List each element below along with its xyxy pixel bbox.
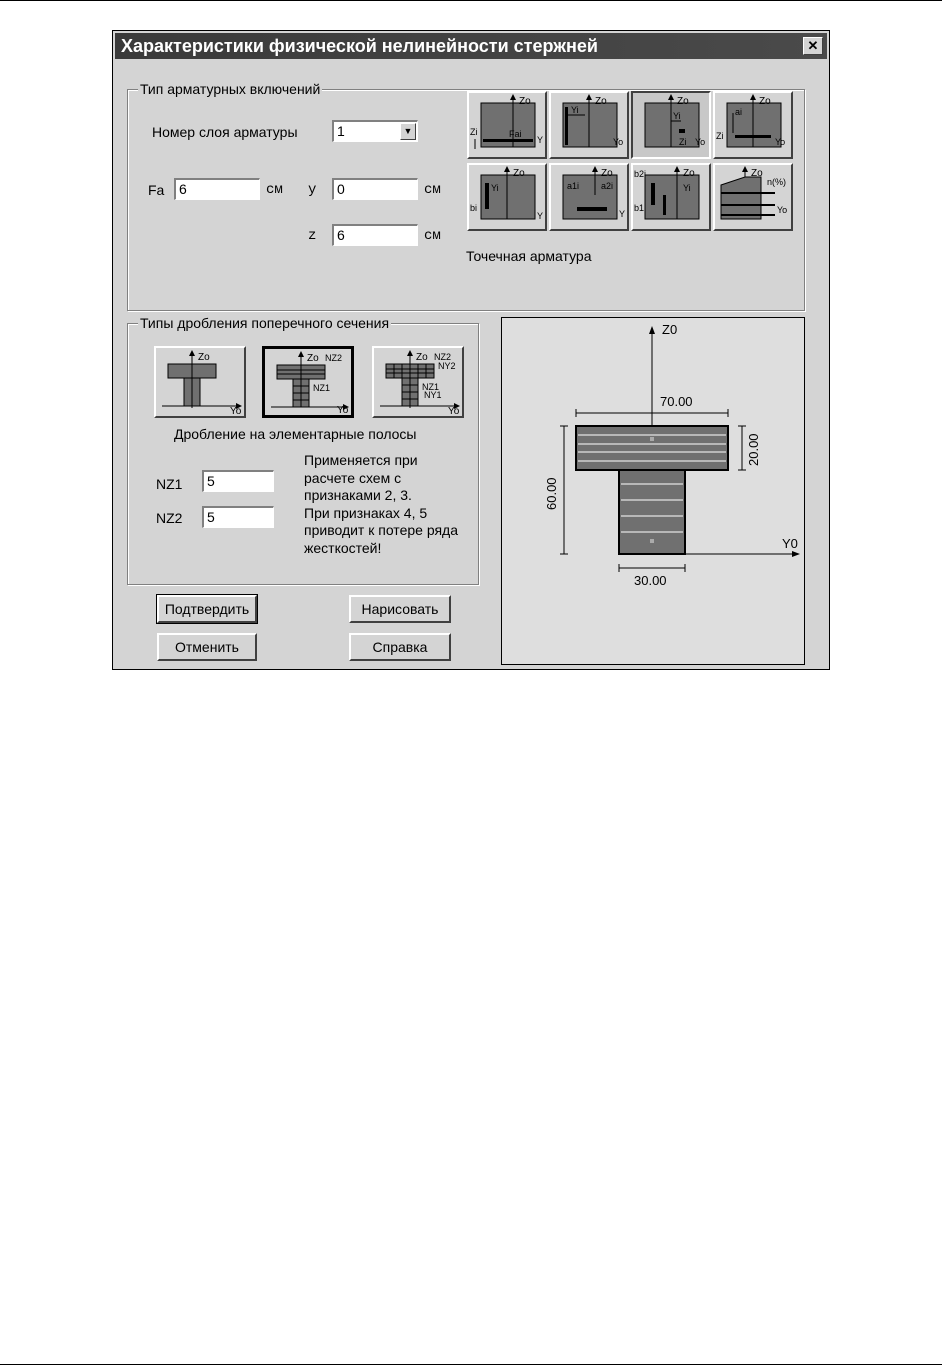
close-icon[interactable]: ✕ bbox=[803, 37, 823, 55]
nonlinearity-dialog bbox=[112, 30, 830, 670]
draw-button[interactable]: Нарисовать bbox=[349, 595, 451, 623]
layer-number-combobox[interactable] bbox=[332, 120, 418, 142]
dialog-title: Характеристики физической нелинейности стержней bbox=[121, 36, 598, 56]
two-side-reinforcement-icon bbox=[633, 165, 709, 229]
z-unit: см bbox=[424, 228, 441, 244]
svg-text:Y: Y bbox=[537, 135, 544, 145]
svg-text:Y: Y bbox=[537, 211, 544, 221]
reinforcement-point bbox=[650, 437, 654, 441]
note-line: При признаках 4, 5 bbox=[304, 504, 428, 521]
z-label: z bbox=[308, 228, 317, 244]
z-input[interactable] bbox=[332, 224, 418, 246]
svg-text:NZ1: NZ1 bbox=[313, 383, 331, 393]
flange-rect bbox=[576, 426, 728, 470]
svg-text:Yo: Yo bbox=[777, 205, 788, 215]
svg-text:NY2: NY2 bbox=[438, 361, 456, 371]
page-top-rule bbox=[0, 0, 942, 1]
svg-text:Yo: Yo bbox=[230, 406, 242, 416]
y-value: 0 bbox=[337, 181, 345, 197]
fa-label: Fa bbox=[148, 182, 165, 198]
fa-input[interactable] bbox=[174, 178, 260, 200]
svg-text:Zo: Zo bbox=[416, 352, 428, 363]
reinforcement-group-legend: Тип арматурных включений bbox=[140, 81, 321, 97]
y-input[interactable] bbox=[332, 178, 418, 200]
bottom-bar-reinforcement-icon bbox=[469, 93, 545, 157]
note-line: приводит к потере ряда bbox=[304, 522, 458, 538]
svg-text:Zo: Zo bbox=[307, 353, 319, 364]
split-group-legend: Типы дробления поперечного сечения bbox=[140, 315, 390, 331]
z-axis-label: Z0 bbox=[662, 322, 678, 337]
help-button[interactable]: Справка bbox=[349, 633, 451, 661]
svg-text:Yi: Yi bbox=[571, 105, 579, 115]
point-reinforcement-icon bbox=[633, 93, 709, 157]
reinforcement-point bbox=[650, 539, 654, 543]
reinforcement-type-horizontal-bar[interactable] bbox=[713, 91, 793, 159]
note-line: признаками 2, 3. bbox=[304, 487, 412, 503]
nz2-input[interactable] bbox=[202, 506, 274, 528]
fa-value: 6 bbox=[179, 181, 187, 197]
svg-text:b2i: b2i bbox=[634, 169, 647, 179]
svg-text:Zi: Zi bbox=[716, 131, 724, 141]
svg-text:Zo: Zo bbox=[198, 352, 210, 363]
svg-text:Zo: Zo bbox=[751, 168, 763, 179]
note-line: жесткостей! bbox=[304, 539, 382, 556]
svg-text:b1i: b1i bbox=[634, 203, 647, 213]
svg-text:Yo: Yo bbox=[337, 405, 349, 415]
svg-text:NZ2: NZ2 bbox=[325, 353, 343, 363]
reinforcement-type-point[interactable] bbox=[631, 91, 711, 159]
t-section-strips-icon bbox=[265, 349, 351, 415]
total-height-dimension: 60.00 bbox=[544, 477, 559, 510]
svg-text:Yo: Yo bbox=[775, 137, 786, 147]
svg-text:NY1: NY1 bbox=[424, 390, 442, 400]
dropdown-arrow-icon[interactable]: ▼ bbox=[400, 123, 416, 140]
horizontal-bar-reinforcement-icon bbox=[715, 93, 791, 157]
section-preview bbox=[501, 317, 805, 665]
svg-text:Zo: Zo bbox=[519, 96, 531, 107]
fa-unit: см bbox=[266, 182, 283, 198]
y-axis-label: Y0 bbox=[782, 536, 798, 551]
nz2-label: NZ2 bbox=[156, 510, 183, 526]
svg-text:NZ1: NZ1 bbox=[422, 382, 440, 392]
svg-text:Yi: Yi bbox=[673, 111, 681, 121]
z-value: 6 bbox=[337, 227, 345, 243]
split-caption: Дробление на элементарные полосы bbox=[174, 426, 417, 442]
svg-text:Fai: Fai bbox=[509, 129, 522, 139]
t-section-grid-icon bbox=[374, 348, 462, 416]
flange-width-dimension: 70.00 bbox=[660, 394, 693, 409]
reinforcement-type-bottom-bar[interactable] bbox=[467, 91, 547, 159]
svg-text:Yo: Yo bbox=[695, 137, 706, 147]
t-section-drawing bbox=[502, 318, 804, 664]
svg-text:Zo: Zo bbox=[595, 96, 607, 107]
confirm-button[interactable]: Подтвердить bbox=[157, 595, 257, 623]
nz1-label: NZ1 bbox=[156, 476, 183, 492]
svg-text:Yi: Yi bbox=[491, 183, 499, 193]
note-line: Применяется при bbox=[304, 452, 418, 468]
reinforcement-type-two-side[interactable] bbox=[631, 163, 711, 231]
split-type-none[interactable] bbox=[154, 346, 246, 418]
z-axis-arrow bbox=[649, 326, 655, 334]
cancel-button[interactable]: Отменить bbox=[157, 633, 257, 661]
svg-text:Zo: Zo bbox=[513, 168, 525, 179]
svg-text:NZ2: NZ2 bbox=[434, 352, 452, 362]
reinforcement-type-side-bar[interactable] bbox=[467, 163, 547, 231]
y-label: y bbox=[308, 182, 317, 198]
nz1-value: 5 bbox=[207, 473, 215, 489]
layer-number-label: Номер слоя арматуры bbox=[152, 124, 298, 140]
svg-text:Y: Y bbox=[619, 209, 626, 219]
y-axis-arrow bbox=[792, 551, 800, 557]
svg-text:Zo: Zo bbox=[759, 96, 771, 107]
reinforcement-type-channel[interactable] bbox=[549, 163, 629, 231]
split-type-grid[interactable] bbox=[372, 346, 464, 418]
svg-text:Zo: Zo bbox=[683, 168, 695, 179]
svg-text:Yi: Yi bbox=[683, 183, 691, 193]
nz2-value: 5 bbox=[207, 509, 215, 525]
svg-text:Zo: Zo bbox=[601, 168, 613, 179]
vertical-bar-reinforcement-icon bbox=[551, 93, 627, 157]
reinforcement-type-percentage[interactable] bbox=[713, 163, 793, 231]
svg-text:ai: ai bbox=[735, 107, 743, 117]
layer-number-value: 1 bbox=[337, 123, 345, 139]
split-type-strips[interactable] bbox=[262, 346, 354, 418]
percentage-reinforcement-icon bbox=[715, 165, 791, 229]
nz1-input[interactable] bbox=[202, 470, 274, 492]
svg-text:Zi: Zi bbox=[470, 127, 478, 137]
svg-text:bi: bi bbox=[470, 203, 478, 213]
y-unit: см bbox=[424, 182, 441, 198]
svg-text:a1i: a1i bbox=[567, 181, 580, 191]
title-bar[interactable] bbox=[115, 33, 827, 59]
svg-text:a2i: a2i bbox=[601, 181, 614, 191]
t-section-no-split-icon bbox=[156, 348, 244, 416]
page-bottom-rule bbox=[0, 1364, 942, 1365]
flange-height-dimension: 20.00 bbox=[746, 433, 761, 466]
svg-text:n(%): n(%) bbox=[767, 177, 787, 187]
svg-text:Yo: Yo bbox=[613, 137, 624, 147]
split-types-group bbox=[127, 315, 479, 585]
reinforcement-type-vertical-bar[interactable] bbox=[549, 91, 629, 159]
svg-text:Yo: Yo bbox=[448, 406, 460, 416]
note-line: расчете схем с bbox=[304, 469, 402, 486]
svg-text:Zo: Zo bbox=[677, 96, 689, 107]
channel-reinforcement-icon bbox=[551, 165, 627, 229]
selected-reinforcement-caption: Точечная арматура bbox=[466, 248, 592, 264]
side-bar-reinforcement-icon bbox=[469, 165, 545, 229]
split-note bbox=[304, 452, 458, 557]
svg-text:Zi: Zi bbox=[679, 137, 687, 147]
web-width-dimension: 30.00 bbox=[634, 573, 667, 588]
